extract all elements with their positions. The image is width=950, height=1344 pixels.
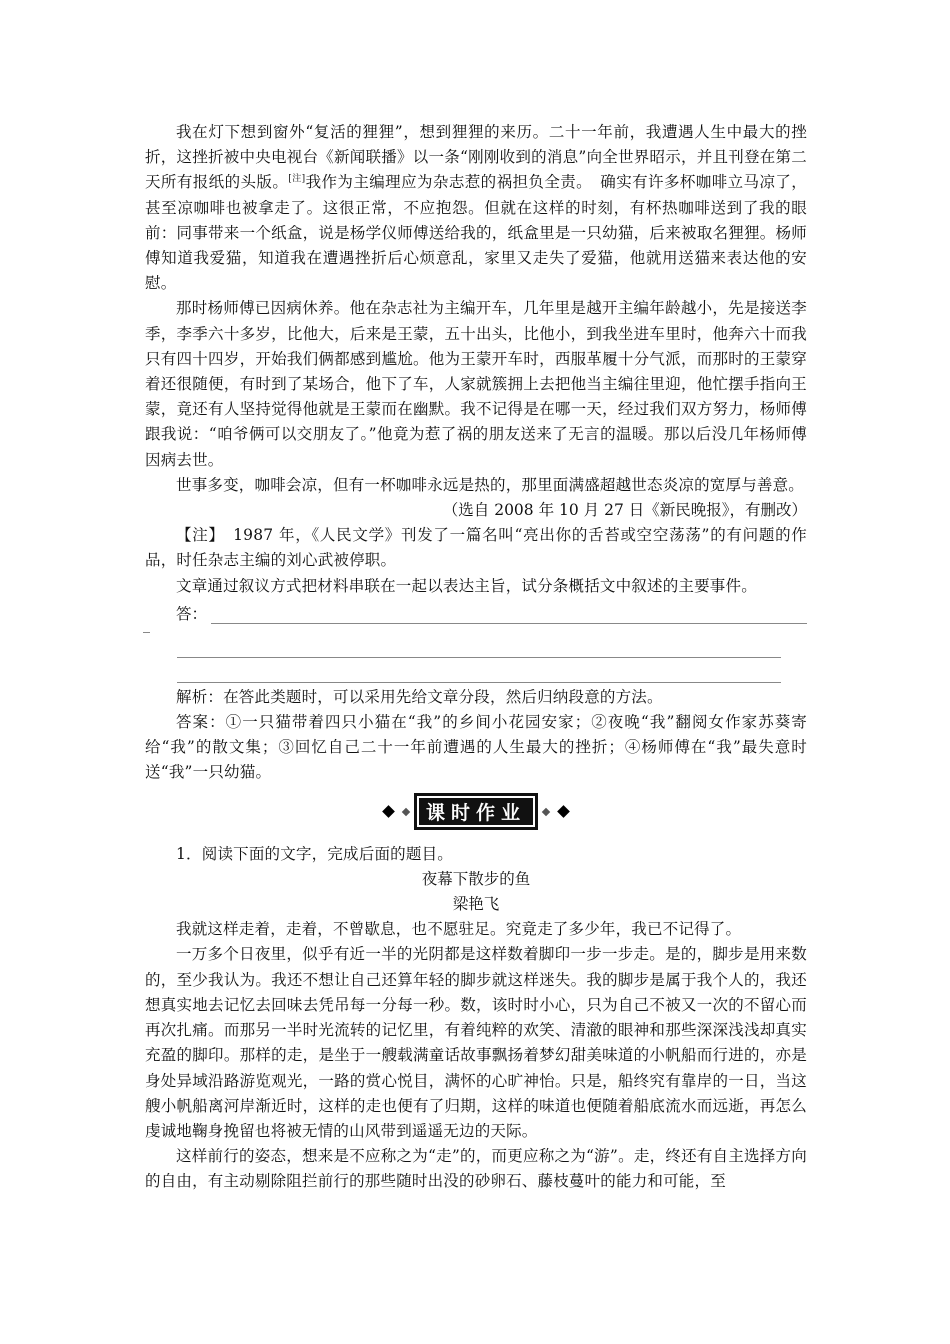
- passage2-paragraph: 这样前行的姿态，想来是不应称之为“走”的，而更应称之为“游”。走，终还有自主选择方向的自由，有主动剔除阻拦前行的那些随时出没的砂卵石、藤枝蔓叶的能力和可能，至: [145, 1147, 807, 1191]
- passage1-paragraph: 世事多变，咖啡会凉，但有一杯咖啡永远是热的，那里面满盛超越世态炎凉的宽厚与善意。: [176, 475, 805, 494]
- question-text: 文章通过叙议方式把材料串联在一起以表达主旨，试分条概括文中叙述的主要事件。: [176, 576, 757, 595]
- passage1-paragraph: [145, 120, 807, 296]
- analysis-text: 解析：在答此类题时，可以采用先给文章分段，然后归纳段意的方法。: [176, 687, 663, 706]
- passage1-paragraph: 那时杨师傅已因病休养。他在杂志社为主编开车，几年里是越开主编年龄越小，先是接送李季，李季六十多岁，比他大，后来是王蒙，五十出头，比他小，到我坐进车里时，他奔六十而我只有四十四岁，开始我们俩都感到尴尬。他为王蒙开车时，西服革履十分气派，而那时的王蒙穿着还很随便，有时到了某场合，他下了车，人家就簇拥上去把他当主编往里迎，他忙摆手指向王蒙，竟还有人坚持觉得他就是王蒙而在幽默。我不记得是在哪一天，经过我们双方努力，杨师傅跟我说：“咱爷俩可以交朋友了。”他竟为惹了祸的朋友送来了无言的温暖。那以后没几年杨师傅因病去世。: [145, 299, 807, 469]
- footnote-text: 1987 年，《人民文学》刊发了一篇名叫“亮出你的舌苔或空空荡荡”的有问题的作品，时任杂志主编的刘心武被停职。: [145, 526, 807, 570]
- footnote-label: 【注】: [176, 526, 217, 545]
- answer-text: 答案：①一只猫带着四只小猫在“我”的乡间小花园安家；②夜晚“我”翻阅女作家苏葵寄给“我”的散文集；③回忆自己二十一年前遭遇的人生最大的挫折；④杨师傅在“我”最失意时送“我”一只幼猫。: [145, 713, 807, 782]
- answer-blank-line-2[interactable]: [177, 633, 781, 658]
- diamond-icon: [542, 807, 550, 815]
- passage2-paragraph: 一万多个日夜里，似乎有近一半的光阴都是这样数着脚印一步一步走。是的，脚步是用来数的，至少我认为。我还不想让自己还算年轻的脚步就这样迷失。我的脚步是属于我个人的，我还想真实地去记忆去回味去凭吊每一分每一秒。数，该时时小心，只为自己不被又一次的不留心而再次扎痛。而那另一半时光流转的记忆里，有着纯粹的欢笑、清澈的眼神和那些深深浅浅却真实充盈的脚印。那样的走，是坐于一艘载满童话故事飘扬着梦幻甜美味道的小帆船而行进的，亦是身处异域沿路游览观光，一路的赏心悦目，满怀的心旷神怡。只是，船终究有靠岸的一日，当这艘小帆船离河岸渐近时，这样的走也便有了归期，这样的味道也便随着船底流水而远逝，再怎么虔诚地鞠身挽留也将被无情的山风带到遥遥无边的天际。: [145, 945, 807, 1140]
- answer-blank-line-3[interactable]: [177, 658, 781, 683]
- answer-label: 答：: [176, 604, 208, 623]
- section-title: 课时作业: [414, 793, 538, 830]
- passage2-paragraph: 我就这样走着，走着，不曾歇息，也不愿驻足。究竟走了多少年，我已不记得了。: [176, 920, 742, 939]
- article-title: 夜幕下散步的鱼: [421, 869, 531, 888]
- diamond-icon: [557, 805, 570, 818]
- answer-blank[interactable]: [211, 607, 807, 624]
- answer-line-1[interactable]: [145, 599, 807, 624]
- footnote: [145, 523, 807, 573]
- diamond-icon: [402, 807, 410, 815]
- document-page: [145, 120, 807, 1195]
- source-citation: （选自 2008 年 10 月 27 日《新民晚报》，有删改）: [442, 501, 807, 520]
- paragraph-text: 我在灯下想到窗外“复活的狸狸”，想到狸狸的来历。二十一年前，我遭遇人生中最大的挫折，这挫折被中央电视台《新闻联播》以一条“刚刚收到的消息”向全世界昭示，并且刊登在第二天所有报纸的头版。: [145, 123, 807, 192]
- section-header: [145, 792, 807, 832]
- diamond-icon: [382, 805, 395, 818]
- footnote-marker[interactable]: [注]: [288, 174, 306, 185]
- line-continuation-mark: [143, 624, 150, 633]
- article-author: 梁艳飞: [452, 895, 500, 914]
- paragraph-text: 我作为主编理应为杂志惹的祸担负全责。 确实有许多杯咖啡立马凉了，甚至凉咖啡也被拿走了。这很正常，不应抱怨。但就在这样的时刻，有杯热咖啡送到了我的眼前：同事带来一个纸盒，说是杨学仪师傅送给我的，纸盒里是一只幼猫，后来被取名狸狸。杨师傅知道我爱猫，知道我在遭遇挫折后心烦意乱，家里又走失了爱猫，他就用送猫来表达他的安慰。: [145, 173, 807, 293]
- exercise-intro: 1．阅读下面的文字，完成后面的题目。: [176, 844, 453, 863]
